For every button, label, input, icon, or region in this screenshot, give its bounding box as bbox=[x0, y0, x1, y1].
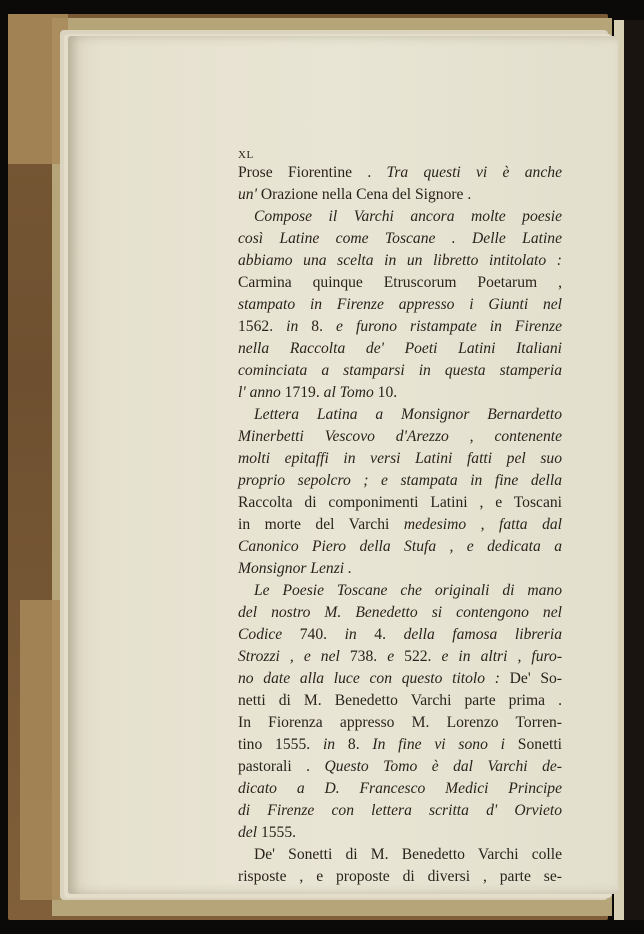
text-line: stampato in Firenze appresso i Giunti nel bbox=[238, 296, 562, 313]
text-line: del 1555. bbox=[238, 824, 297, 841]
text-line: De' Sonetti di M. Benedetto Varchi colle bbox=[254, 846, 562, 863]
page-number: XL bbox=[238, 149, 254, 161]
text-line: Codice 740. in 4. della famosa libreria bbox=[238, 626, 562, 643]
text-line: Monsignor Lenzi . bbox=[238, 560, 352, 577]
page-text-block bbox=[238, 148, 562, 888]
text-line: 1562. in 8. e furono ristampate in Firenze bbox=[238, 318, 562, 335]
text-line: in morte del Varchi medesimo , fatta dal bbox=[238, 516, 562, 533]
text-line: In Fiorenza appresso M. Lorenzo Torren- bbox=[238, 714, 562, 731]
cover-tape-top bbox=[8, 14, 68, 164]
text-line: l' anno 1719. al Tomo 10. bbox=[238, 384, 398, 401]
text-line: così Latine come Toscane . Delle Latine bbox=[238, 230, 562, 247]
text-line: Raccolta di componimenti Latini , e Toscani bbox=[238, 494, 562, 511]
text-line: proprio sepolcro ; e stampata in fine della bbox=[238, 472, 562, 489]
text-line: cominciata a stamparsi in questa stamperia bbox=[238, 362, 562, 379]
text-line: Le Poesie Toscane che originali di mano bbox=[254, 582, 562, 599]
text-line: molti epitaffi in versi Latini fatti pel suo bbox=[238, 450, 562, 467]
text-line: tino 1555. in 8. In fine vi sono i Sonetti bbox=[238, 736, 562, 753]
text-line: Prose Fiorentine . Tra questi vi è anche bbox=[238, 164, 562, 181]
text-line: abbiamo una scelta in un libretto intitolato : bbox=[238, 252, 562, 269]
text-line: Compose il Varchi ancora molte poesie bbox=[254, 208, 562, 225]
text-line: di Firenze con lettera scritta d' Orvieto bbox=[238, 802, 562, 819]
text-line: Canonico Piero della Stufa , e dedicata a bbox=[238, 538, 562, 555]
text-line: netti di M. Benedetto Varchi parte prima . bbox=[238, 692, 562, 709]
scan-right-margin bbox=[624, 20, 644, 920]
text-line: pastorali . Questo Tomo è dal Varchi de- bbox=[238, 758, 562, 775]
text-line: no date alla luce con questo titolo : De' So- bbox=[238, 670, 562, 687]
text-line: Strozzi , e nel 738. e 522. e in altri , furo- bbox=[238, 648, 563, 665]
text-line: Lettera Latina a Monsignor Bernardetto bbox=[254, 406, 562, 423]
text-line: un' Orazione nella Cena del Signore . bbox=[238, 186, 472, 203]
text-line: Carmina quinque Etruscorum Poetarum , bbox=[238, 274, 562, 291]
text-line: del nostro M. Benedetto si contengono nel bbox=[238, 604, 562, 621]
text-line: nella Raccolta de' Poeti Latini Italiani bbox=[238, 340, 562, 357]
text-line: Minerbetti Vescovo d'Arezzo , contenente bbox=[238, 428, 562, 445]
text-line: dicato a D. Francesco Medici Principe bbox=[238, 780, 562, 797]
text-line: risposte , e proposte di diversi , parte se- bbox=[238, 868, 562, 885]
